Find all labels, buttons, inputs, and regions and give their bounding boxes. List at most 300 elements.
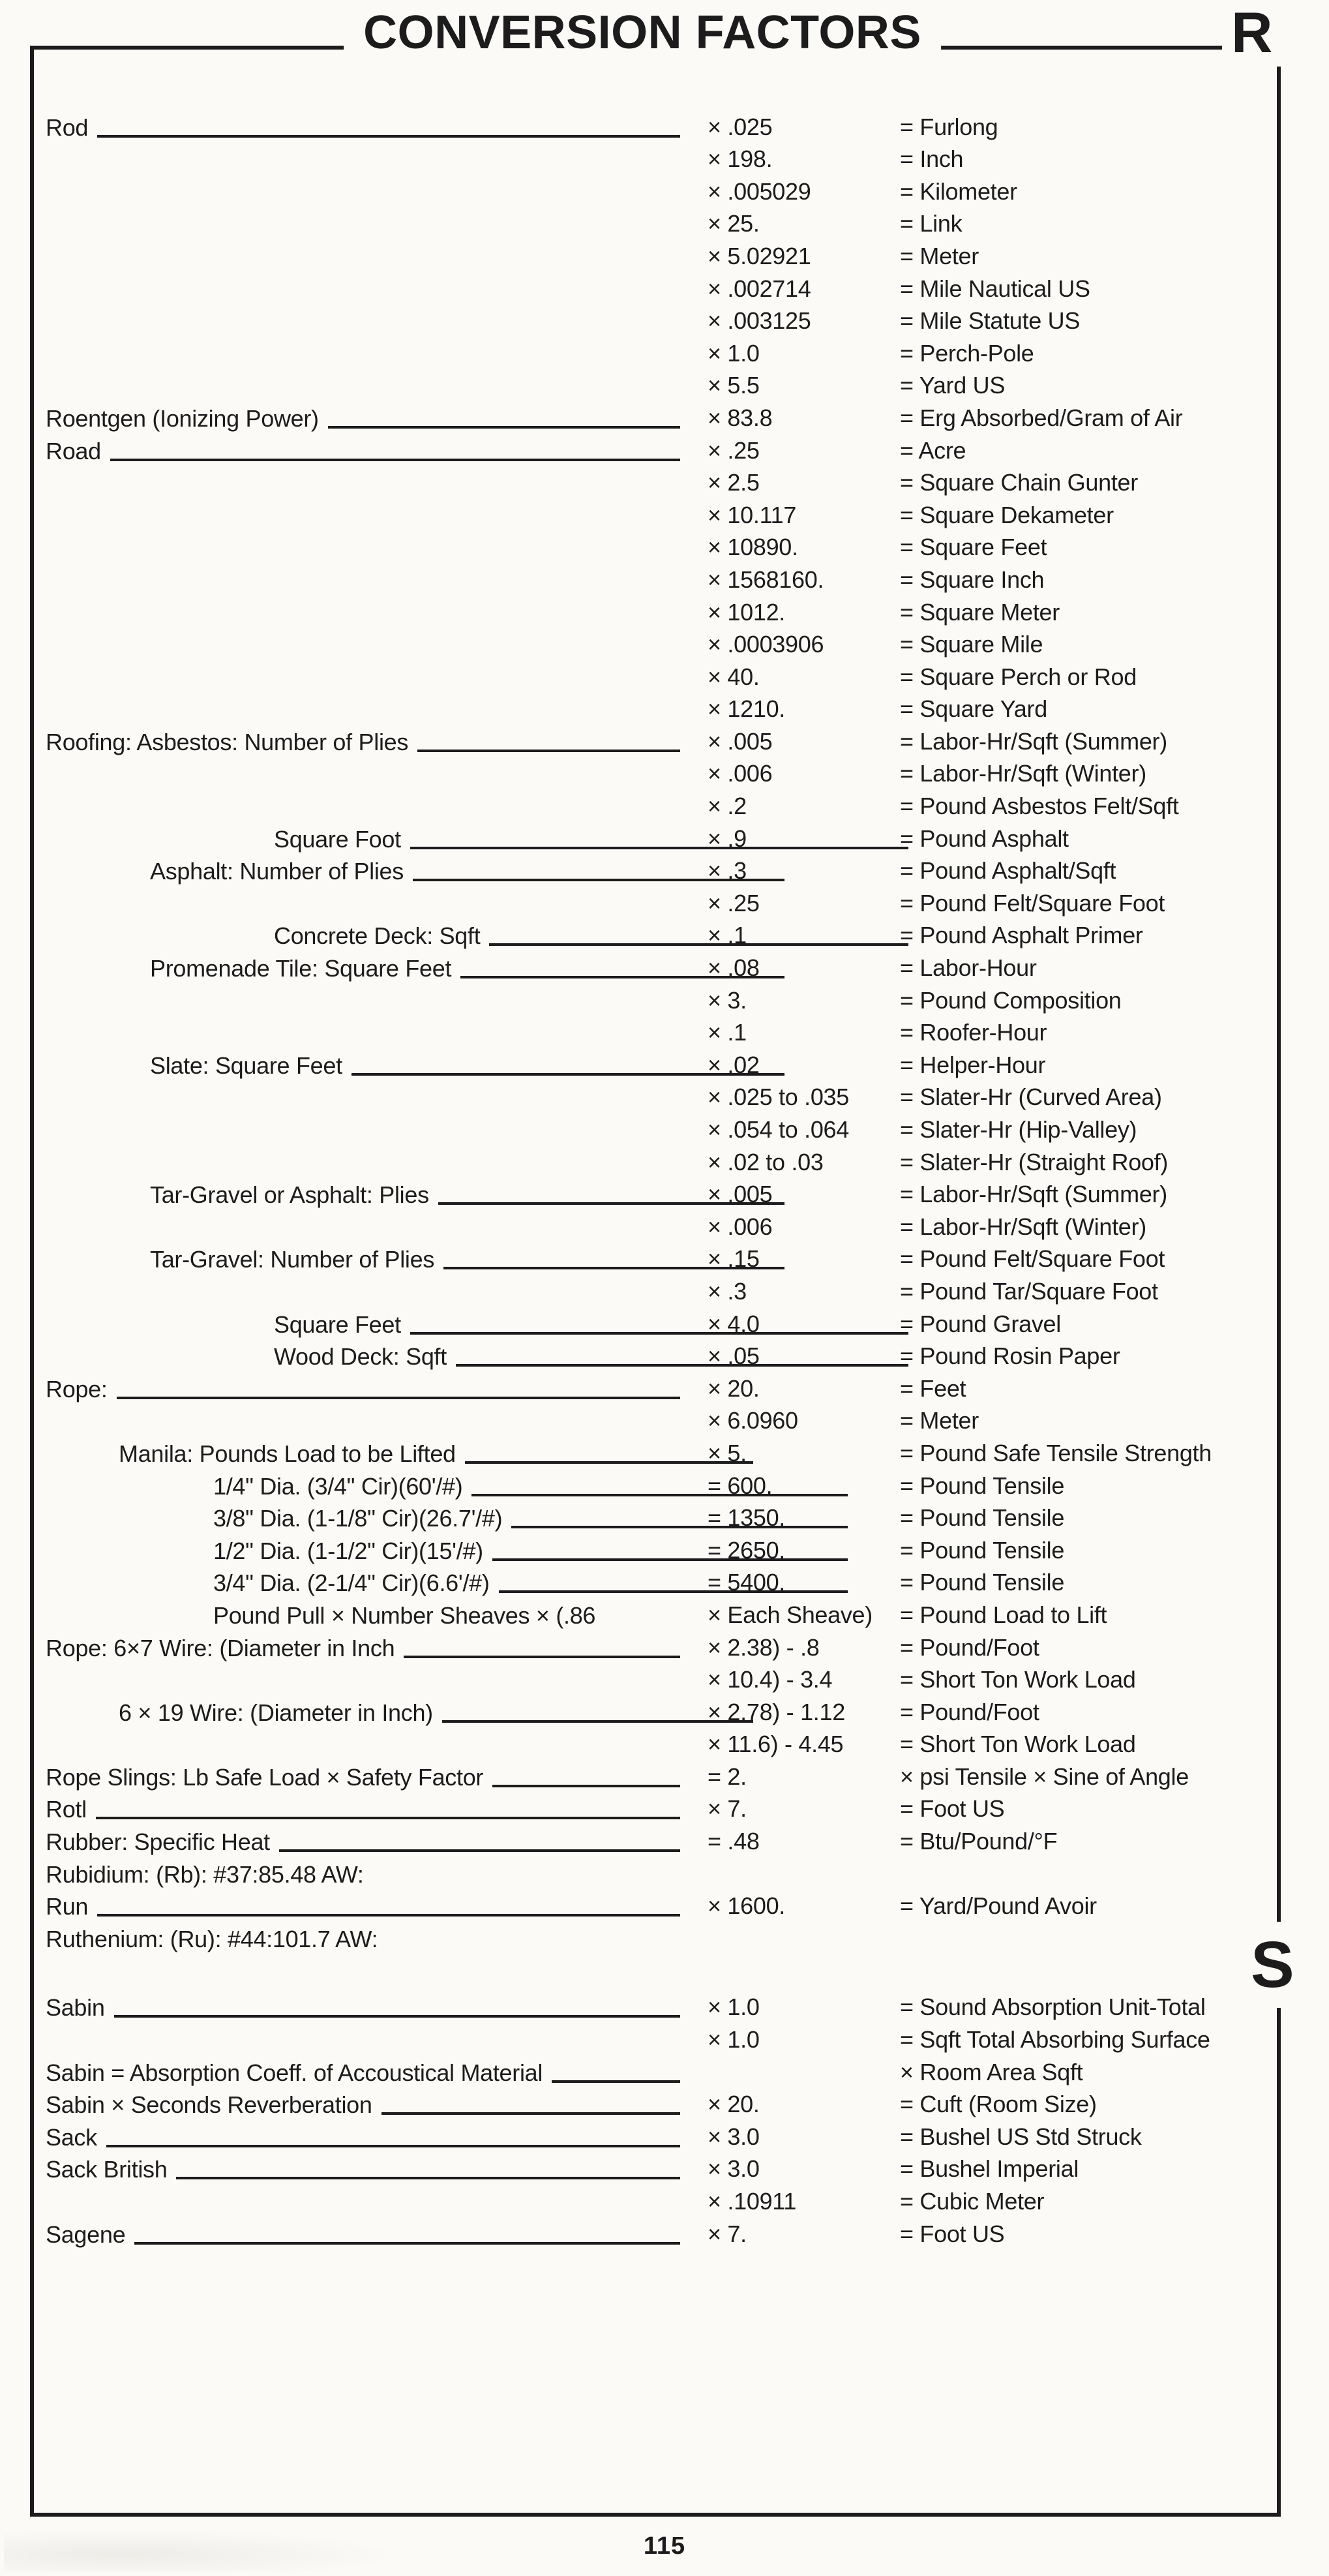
row-result: = Pound Asphalt bbox=[900, 825, 1069, 852]
row-factor: × 4.0 bbox=[708, 1310, 760, 1337]
row-factor: × 5.5 bbox=[708, 372, 760, 399]
conversion-row bbox=[46, 466, 1264, 498]
conversion-row bbox=[46, 1371, 1264, 1404]
conversion-row bbox=[46, 1663, 1264, 1695]
leader-line bbox=[410, 1332, 908, 1335]
leader-line bbox=[511, 1526, 848, 1528]
row-label: Ruthenium: (Ru): #44:101.7 AW: bbox=[46, 1925, 378, 1952]
row-factor: × .005 bbox=[708, 727, 773, 755]
row-factor: × 1600. bbox=[708, 1892, 786, 1920]
conversion-row bbox=[46, 271, 1264, 304]
row-factor: × 3.0 bbox=[708, 2155, 760, 2183]
row-result: = Yard/Pound Avoir bbox=[900, 1892, 1097, 1920]
conversion-row bbox=[46, 918, 1264, 951]
row-label-cell bbox=[46, 1112, 681, 1145]
leader-line bbox=[134, 2242, 680, 2245]
row-label-cell bbox=[46, 724, 681, 757]
row-factor: × .006 bbox=[708, 1213, 773, 1240]
conversion-row bbox=[46, 983, 1264, 1016]
section-tab-r: R bbox=[1222, 4, 1281, 67]
conversion-row bbox=[46, 239, 1264, 271]
conversion-row bbox=[46, 401, 1264, 433]
row-label: Asphalt: Number of Plies bbox=[150, 858, 404, 885]
conversion-row bbox=[46, 1209, 1264, 1242]
row-result: = Pound Tensile bbox=[900, 1504, 1065, 1532]
row-factor: × 10.117 bbox=[708, 501, 797, 528]
row-label: Pound Pull × Number Sheaves × (.86 bbox=[213, 1601, 596, 1629]
row-label: Tar-Gravel or Asphalt: Plies bbox=[150, 1181, 429, 1209]
conversion-row bbox=[46, 1468, 1264, 1501]
leader-line bbox=[279, 1849, 680, 1852]
row-result: = Square Mile bbox=[900, 631, 1043, 658]
row-factor: = 600. bbox=[708, 1472, 773, 1499]
leader-line bbox=[492, 1558, 848, 1561]
conversion-row bbox=[46, 595, 1264, 628]
row-factor: × .025 bbox=[708, 113, 773, 140]
row-result: = Btu/Pound/°F bbox=[900, 1828, 1058, 1855]
row-factor: × 11.6) - 4.45 bbox=[708, 1731, 844, 1758]
conversion-row bbox=[46, 2022, 1264, 2055]
conversion-row bbox=[46, 2087, 1264, 2120]
row-factor: × 10890. bbox=[708, 534, 798, 561]
leader-line bbox=[96, 1817, 680, 1819]
row-result: = Pound/Foot bbox=[900, 1633, 1039, 1661]
conversion-row bbox=[46, 1727, 1264, 1760]
row-result: × psi Tensile × Sine of Angle bbox=[900, 1763, 1189, 1790]
row-label-cell bbox=[46, 1436, 754, 1468]
leader-line bbox=[110, 459, 680, 461]
row-factor: × 1.0 bbox=[708, 2026, 760, 2053]
conversion-row bbox=[46, 1533, 1264, 1566]
row-factor: × .15 bbox=[708, 1245, 760, 1273]
row-result: = Erg Absorbed/Gram of Air bbox=[900, 404, 1183, 431]
row-label-cell bbox=[46, 369, 681, 401]
row-result: = Cubic Meter bbox=[900, 2188, 1045, 2215]
conversion-row bbox=[46, 1339, 1264, 1372]
row-label-cell bbox=[46, 950, 786, 983]
row-result: = Kilometer bbox=[900, 177, 1017, 205]
conversion-row bbox=[46, 2184, 1264, 2217]
row-label-cell bbox=[46, 2087, 681, 2120]
row-result: = Pound Gravel bbox=[900, 1310, 1061, 1337]
row-factor: × .10911 bbox=[708, 2188, 797, 2215]
row-label-cell bbox=[46, 2184, 681, 2217]
conversion-row bbox=[46, 757, 1264, 789]
row-result: = Perch-Pole bbox=[900, 339, 1034, 367]
row-label-cell bbox=[46, 1990, 681, 2023]
row-result: = Mile Statute US bbox=[900, 307, 1081, 335]
conversion-row bbox=[46, 1177, 1264, 1210]
row-factor: × 2.78) - 1.12 bbox=[708, 1698, 845, 1725]
row-result: = Link bbox=[900, 210, 963, 237]
row-result: = Bushel US Std Struck bbox=[900, 2123, 1142, 2150]
conversion-row bbox=[46, 659, 1264, 692]
row-factor: × 1568160. bbox=[708, 566, 824, 593]
row-label: Promenade Tile: Square Feet bbox=[150, 955, 452, 982]
conversion-row bbox=[46, 1824, 1264, 1856]
conversion-row bbox=[46, 1112, 1264, 1145]
row-label-cell bbox=[46, 1824, 681, 1856]
row-label-cell bbox=[46, 1404, 681, 1436]
row-label-cell bbox=[46, 2119, 681, 2152]
conversion-row bbox=[46, 886, 1264, 918]
row-label: 1/4" Dia. (3/4" Cir)(60'/#) bbox=[213, 1472, 463, 1500]
row-label-cell bbox=[46, 433, 681, 466]
row-result: = Pound Load to Lift bbox=[900, 1601, 1107, 1628]
row-label-cell bbox=[46, 1630, 681, 1663]
conversion-row bbox=[46, 1274, 1264, 1307]
conversion-row bbox=[46, 950, 1264, 983]
row-result: = Sound Absorption Unit-Total bbox=[900, 1993, 1206, 2021]
row-label: 1/2" Dia. (1-1/2" Cir)(15'/#) bbox=[213, 1537, 483, 1564]
conversion-row bbox=[46, 1695, 1264, 1727]
row-factor: × .005029 bbox=[708, 177, 811, 205]
row-factor: × .9 bbox=[708, 825, 747, 852]
row-factor: × 10.4) - 3.4 bbox=[708, 1666, 833, 1693]
row-result: = Square Dekameter bbox=[900, 501, 1114, 528]
row-label-cell bbox=[46, 821, 910, 854]
row-label: Manila: Pounds Load to be Lifted bbox=[119, 1440, 456, 1467]
conversion-row bbox=[46, 1080, 1264, 1113]
row-label: Roofing: Asbestos: Number of Plies bbox=[46, 728, 409, 755]
row-label: Rotl bbox=[46, 1796, 87, 1823]
row-label-cell bbox=[46, 1889, 681, 1922]
row-factor: = 2650. bbox=[708, 1536, 786, 1564]
conversion-row bbox=[46, 1145, 1264, 1177]
leader-line bbox=[381, 2112, 680, 2115]
conversion-row bbox=[46, 2119, 1264, 2152]
row-label: Rubidium: (Rb): #37:85.48 AW: bbox=[46, 1860, 364, 1888]
conversion-row bbox=[46, 1856, 1264, 1889]
leader-line bbox=[456, 1364, 908, 1367]
leader-line bbox=[471, 1494, 848, 1496]
row-label: Tar-Gravel: Number of Plies bbox=[150, 1246, 435, 1273]
row-factor: × 198. bbox=[708, 145, 773, 173]
row-factor: = 2. bbox=[708, 1763, 747, 1790]
row-factor: × .1 bbox=[708, 922, 747, 949]
row-result: = Pound Tensile bbox=[900, 1569, 1065, 1596]
row-label-cell bbox=[46, 1145, 681, 1177]
leader-line bbox=[404, 1656, 680, 1658]
leader-line bbox=[417, 750, 680, 752]
row-result: = Short Ton Work Load bbox=[900, 1666, 1136, 1693]
conversion-row bbox=[46, 1016, 1264, 1048]
row-label: Sabin × Seconds Reverberation bbox=[46, 2091, 372, 2119]
conversion-row bbox=[46, 821, 1264, 854]
row-factor: × 2.5 bbox=[708, 469, 760, 496]
row-factor: × 1.0 bbox=[708, 339, 760, 367]
row-label-cell bbox=[46, 789, 681, 821]
row-result: = Pound Felt/Square Foot bbox=[900, 889, 1165, 917]
row-result: = Yard US bbox=[900, 372, 1006, 399]
leader-line bbox=[499, 1590, 848, 1593]
leader-line bbox=[328, 426, 680, 429]
row-factor: × 25. bbox=[708, 210, 760, 237]
row-label-cell bbox=[46, 401, 681, 433]
row-result: = Acre bbox=[900, 436, 966, 464]
row-label: Road bbox=[46, 437, 101, 464]
row-label-cell bbox=[46, 595, 681, 628]
leader-line bbox=[442, 1720, 753, 1723]
row-result: = Pound Asphalt Primer bbox=[900, 922, 1143, 949]
row-factor: × .3 bbox=[708, 1277, 747, 1305]
row-result: = Pound Asphalt/Sqft bbox=[900, 857, 1116, 885]
row-label-cell bbox=[46, 562, 681, 595]
leader-line bbox=[410, 847, 908, 849]
leader-line bbox=[552, 2080, 680, 2083]
conversion-row bbox=[46, 142, 1264, 175]
row-label-cell bbox=[46, 1663, 681, 1695]
row-label-cell bbox=[46, 1209, 681, 1242]
row-label: Square Feet bbox=[274, 1311, 401, 1338]
row-label-cell bbox=[46, 2152, 681, 2185]
row-factor: × 20. bbox=[708, 1374, 760, 1402]
conversion-row bbox=[46, 174, 1264, 207]
conversion-row bbox=[46, 562, 1264, 595]
row-label-cell bbox=[46, 692, 681, 725]
row-result: = Square Inch bbox=[900, 566, 1045, 593]
row-label: Run bbox=[46, 1893, 89, 1920]
row-factor: × 83.8 bbox=[708, 404, 773, 431]
conversion-row bbox=[46, 369, 1264, 401]
row-label-cell bbox=[46, 628, 681, 660]
row-result: = Slater-Hr (Curved Area) bbox=[900, 1083, 1162, 1111]
conversion-row bbox=[46, 628, 1264, 660]
row-result: = Slater-Hr (Straight Roof) bbox=[900, 1148, 1169, 1175]
row-result: = Furlong bbox=[900, 113, 998, 140]
row-result: = Helper-Hour bbox=[900, 1051, 1046, 1078]
row-factor: = 1350. bbox=[708, 1504, 786, 1532]
conversion-row bbox=[46, 1436, 1264, 1468]
row-label: 3/8" Dia. (1-1/8" Cir)(26.7'/#) bbox=[213, 1505, 503, 1532]
row-result: = Pound Composition bbox=[900, 986, 1122, 1014]
row-label-cell bbox=[46, 304, 681, 337]
row-factor: × 1012. bbox=[708, 598, 786, 626]
row-label: Roentgen (Ionizing Power) bbox=[46, 404, 319, 432]
row-result: = Foot US bbox=[900, 1795, 1005, 1823]
row-result: = Labor-Hr/Sqft (Winter) bbox=[900, 1213, 1146, 1240]
row-factor: × .25 bbox=[708, 889, 760, 917]
row-label-cell bbox=[46, 1307, 910, 1339]
row-result: = Meter bbox=[900, 242, 979, 269]
row-label-cell bbox=[46, 757, 681, 789]
row-factor: × 5. bbox=[708, 1439, 747, 1466]
row-label-cell bbox=[46, 1921, 681, 1954]
row-result: = Pound Tensile bbox=[900, 1536, 1065, 1564]
row-result: = Mile Nautical US bbox=[900, 275, 1090, 302]
conversion-row bbox=[46, 2152, 1264, 2185]
conversion-rows bbox=[46, 110, 1264, 2249]
row-factor: × .2 bbox=[708, 793, 747, 820]
leader-line bbox=[489, 943, 908, 946]
row-label: Rod bbox=[46, 114, 89, 141]
row-factor: × 1210. bbox=[708, 695, 786, 723]
row-label-cell bbox=[46, 498, 681, 530]
row-label: Rubber: Specific Heat bbox=[46, 1828, 270, 1856]
row-label-cell bbox=[46, 1080, 681, 1113]
leader-line bbox=[97, 135, 680, 138]
conversion-row bbox=[46, 1307, 1264, 1339]
row-label: Sack British bbox=[46, 2156, 168, 2183]
leader-line bbox=[114, 2015, 680, 2018]
row-label-cell bbox=[46, 110, 681, 142]
conversion-row bbox=[46, 207, 1264, 239]
row-factor: × 6.0960 bbox=[708, 1407, 798, 1434]
row-label: Rope: bbox=[46, 1375, 108, 1402]
row-result: = Pound Rosin Paper bbox=[900, 1342, 1120, 1370]
row-factor: × .08 bbox=[708, 954, 760, 982]
row-label: Square Foot bbox=[274, 825, 401, 853]
row-label-cell bbox=[46, 271, 681, 304]
row-result: = Pound Safe Tensile Strength bbox=[900, 1439, 1212, 1466]
row-label: Wood Deck: Sqft bbox=[274, 1343, 447, 1371]
scan-smudge bbox=[4, 2530, 395, 2571]
row-factor: × .006 bbox=[708, 760, 773, 787]
row-factor: = .48 bbox=[708, 1828, 760, 1855]
row-label-cell bbox=[46, 530, 681, 563]
row-result: = Pound Asbestos Felt/Sqft bbox=[900, 793, 1179, 820]
conversion-row bbox=[46, 336, 1264, 369]
conversion-row bbox=[46, 433, 1264, 466]
row-label-cell bbox=[46, 2217, 681, 2249]
row-label-cell bbox=[46, 1339, 910, 1372]
row-result: = Labor-Hour bbox=[900, 954, 1037, 982]
conversion-row bbox=[46, 304, 1264, 337]
row-label-cell bbox=[46, 659, 681, 692]
row-factor: × .025 to .035 bbox=[708, 1083, 849, 1111]
leader-line bbox=[492, 1785, 680, 1787]
conversion-row bbox=[46, 1242, 1264, 1275]
conversion-row bbox=[46, 724, 1264, 757]
row-result: = Square Chain Gunter bbox=[900, 469, 1138, 496]
row-factor: × 3.0 bbox=[708, 2123, 760, 2150]
row-factor: × .02 bbox=[708, 1051, 760, 1078]
row-result: = Labor-Hr/Sqft (Summer) bbox=[900, 727, 1167, 755]
row-factor: × .005 bbox=[708, 1181, 773, 1208]
row-label: Sabin bbox=[46, 1994, 105, 2022]
row-factor: × 2.38) - .8 bbox=[708, 1633, 820, 1661]
row-factor: × 7. bbox=[708, 1795, 747, 1823]
row-result: = Pound Tensile bbox=[900, 1472, 1065, 1499]
row-label: 3/4" Dia. (2-1/4" Cir)(6.6'/#) bbox=[213, 1569, 490, 1597]
row-result: = Slater-Hr (Hip-Valley) bbox=[900, 1116, 1137, 1143]
row-label-cell bbox=[46, 2055, 681, 2087]
conversion-row bbox=[46, 1501, 1264, 1534]
row-result: = Roofer-Hour bbox=[900, 1019, 1047, 1046]
conversion-row bbox=[46, 1048, 1264, 1080]
row-factor: × 5.02921 bbox=[708, 242, 811, 269]
row-factor: × .003125 bbox=[708, 307, 811, 335]
row-factor: × 40. bbox=[708, 663, 760, 690]
row-result: = Pound Tar/Square Foot bbox=[900, 1277, 1158, 1305]
row-result: = Short Ton Work Load bbox=[900, 1731, 1136, 1758]
row-label-cell bbox=[46, 886, 681, 918]
row-factor: × .25 bbox=[708, 436, 760, 464]
row-label-cell bbox=[46, 1792, 681, 1825]
row-factor: × .002714 bbox=[708, 275, 811, 302]
conversion-row bbox=[46, 692, 1264, 725]
row-label-cell bbox=[46, 1856, 681, 1889]
row-result: = Feet bbox=[900, 1374, 966, 1402]
conversion-row bbox=[46, 498, 1264, 530]
row-factor: = 5400. bbox=[708, 1569, 786, 1596]
row-result: = Inch bbox=[900, 145, 964, 173]
leader-line bbox=[97, 1914, 680, 1917]
row-label-cell bbox=[46, 207, 681, 239]
row-factor: × 20. bbox=[708, 2091, 760, 2118]
section-gap bbox=[46, 1954, 1264, 1990]
row-result: = Labor-Hr/Sqft (Summer) bbox=[900, 1181, 1167, 1208]
row-label-cell bbox=[46, 2022, 681, 2055]
leader-line bbox=[176, 2177, 680, 2179]
row-result: = Square Yard bbox=[900, 695, 1047, 723]
conversion-row bbox=[46, 789, 1264, 821]
row-result: = Pound/Foot bbox=[900, 1698, 1039, 1725]
leader-line bbox=[117, 1397, 680, 1399]
row-result: = Square Meter bbox=[900, 598, 1060, 626]
conversion-row bbox=[46, 1889, 1264, 1922]
row-result: = Meter bbox=[900, 1407, 979, 1434]
conversion-row bbox=[46, 1759, 1264, 1792]
conversion-row bbox=[46, 1990, 1264, 2023]
row-result: = Bushel Imperial bbox=[900, 2155, 1079, 2183]
row-label-cell bbox=[46, 854, 786, 886]
row-label-cell bbox=[46, 1371, 681, 1404]
leader-line bbox=[106, 2145, 680, 2147]
row-result: = Square Perch or Rod bbox=[900, 663, 1137, 690]
conversion-row bbox=[46, 1404, 1264, 1436]
row-label: Sagene bbox=[46, 2220, 126, 2248]
section-tab-s: S bbox=[1248, 1922, 1296, 2008]
row-label-cell bbox=[46, 1695, 754, 1727]
conversion-row bbox=[46, 530, 1264, 563]
conversion-row bbox=[46, 110, 1264, 142]
row-factor: × .05 bbox=[708, 1342, 760, 1370]
row-label-cell bbox=[46, 1759, 681, 1792]
row-label: Rope Slings: Lb Safe Load × Safety Factor bbox=[46, 1763, 484, 1791]
row-label: Sack bbox=[46, 2123, 97, 2151]
row-label-cell bbox=[46, 466, 681, 498]
row-factor: × .3 bbox=[708, 857, 747, 885]
row-result: = Foot US bbox=[900, 2220, 1005, 2247]
row-label-cell bbox=[46, 1242, 786, 1275]
conversion-row bbox=[46, 1566, 1264, 1598]
conversion-row bbox=[46, 1792, 1264, 1825]
row-label-cell bbox=[46, 1048, 786, 1080]
conversion-row bbox=[46, 854, 1264, 886]
row-result: = Labor-Hr/Sqft (Winter) bbox=[900, 760, 1146, 787]
row-label-cell bbox=[46, 1274, 681, 1307]
row-factor: × 7. bbox=[708, 2220, 747, 2247]
conversion-row bbox=[46, 2055, 1264, 2087]
row-label: Concrete Deck: Sqft bbox=[274, 922, 481, 950]
row-factor: × 1.0 bbox=[708, 1993, 760, 2021]
row-label-cell bbox=[46, 1177, 786, 1210]
row-label-cell bbox=[46, 336, 681, 369]
row-label-cell bbox=[46, 1016, 681, 1048]
conversion-row bbox=[46, 1630, 1264, 1663]
row-result: = Square Feet bbox=[900, 534, 1047, 561]
row-factor: × .054 to .064 bbox=[708, 1116, 849, 1143]
row-result: × Room Area Sqft bbox=[900, 2058, 1083, 2085]
conversion-row bbox=[46, 1921, 1264, 1954]
page-number: 115 bbox=[643, 2532, 686, 2560]
row-factor: × .02 to .03 bbox=[708, 1148, 824, 1175]
row-factor: × .1 bbox=[708, 1019, 747, 1046]
row-result: = Sqft Total Absorbing Surface bbox=[900, 2026, 1210, 2053]
row-factor: × 3. bbox=[708, 986, 747, 1014]
row-result: = Pound Felt/Square Foot bbox=[900, 1245, 1165, 1273]
